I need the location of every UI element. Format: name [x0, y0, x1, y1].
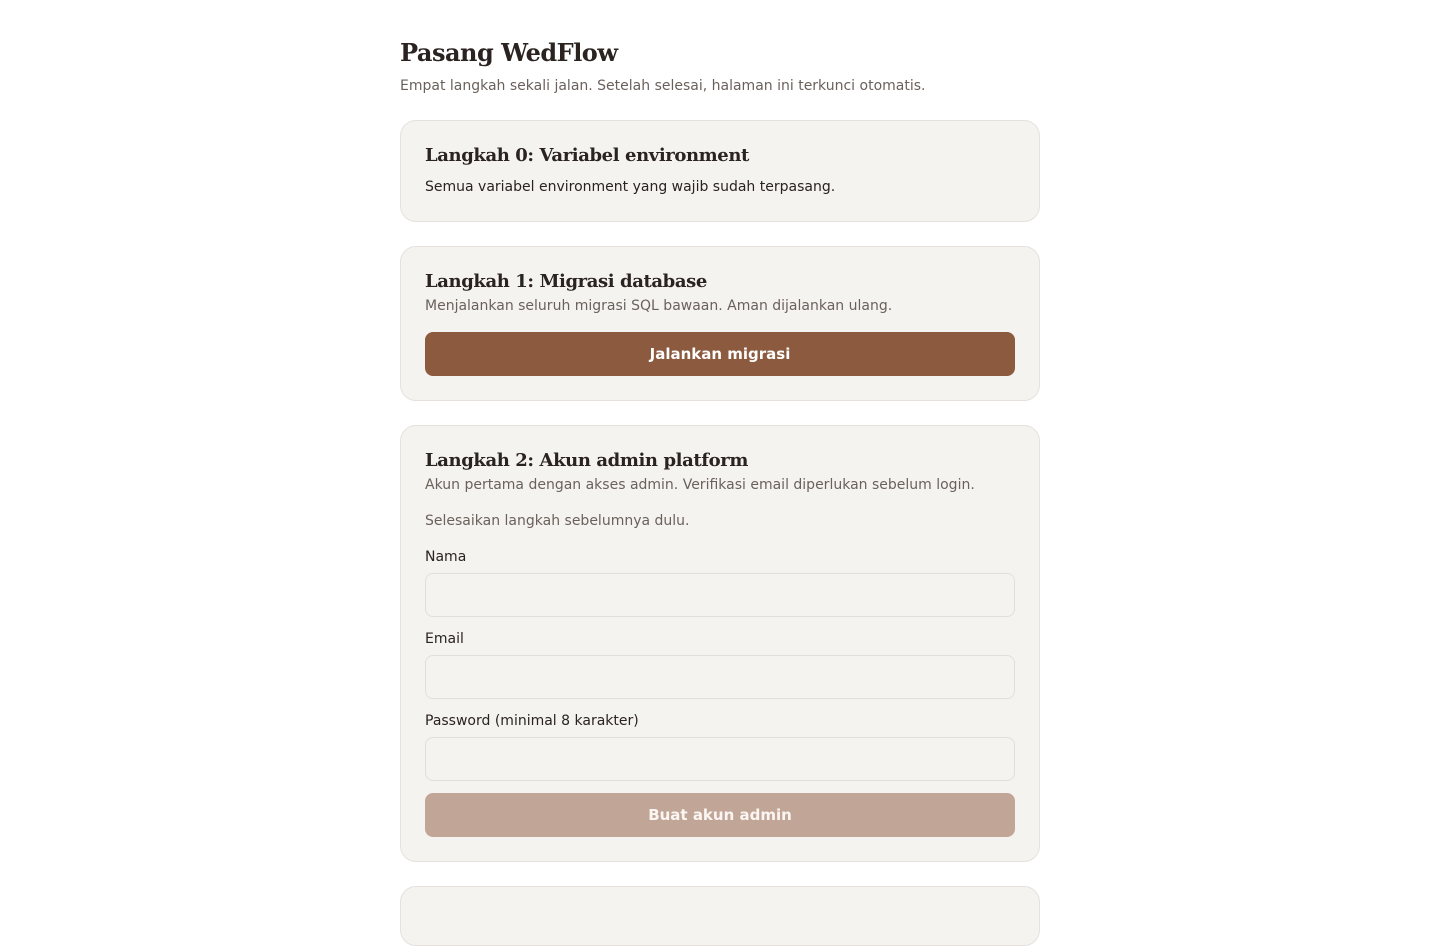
step-2-title: Langkah 2: Akun admin platform — [425, 450, 748, 471]
name-field-label: Nama — [425, 549, 467, 565]
step-2-description: Akun pertama dengan akses admin. Verifikasi email diperlukan sebelum login. — [425, 477, 975, 493]
step-1-title: Langkah 1: Migrasi database — [425, 271, 707, 292]
password-field-label: Password (minimal 8 karakter) — [425, 713, 639, 729]
email-field[interactable] — [425, 655, 1015, 699]
email-field-label: Email — [425, 631, 464, 647]
step-1-card — [400, 246, 1040, 401]
run-migration-button[interactable]: Jalankan migrasi — [425, 332, 1015, 376]
step-1-description: Menjalankan seluruh migrasi SQL bawaan. Aman dijalankan ulang. — [425, 298, 893, 314]
password-field[interactable] — [425, 737, 1015, 781]
step-2-card — [400, 425, 1040, 862]
step-2-notice: Selesaikan langkah sebelumnya dulu. — [425, 513, 690, 529]
create-admin-button[interactable]: Buat akun admin — [425, 793, 1015, 837]
page-subtitle: Empat langkah sekali jalan. Setelah selesai, halaman ini terkunci otomatis. — [400, 78, 926, 94]
step-0-title: Langkah 0: Variabel environment — [425, 145, 749, 166]
step-0-card — [400, 120, 1040, 222]
name-field[interactable] — [425, 573, 1015, 617]
step-0-description: Semua variabel environment yang wajib sudah terpasang. — [425, 179, 836, 195]
page-title: Pasang WedFlow — [400, 38, 618, 67]
step-3-card — [400, 886, 1040, 946]
